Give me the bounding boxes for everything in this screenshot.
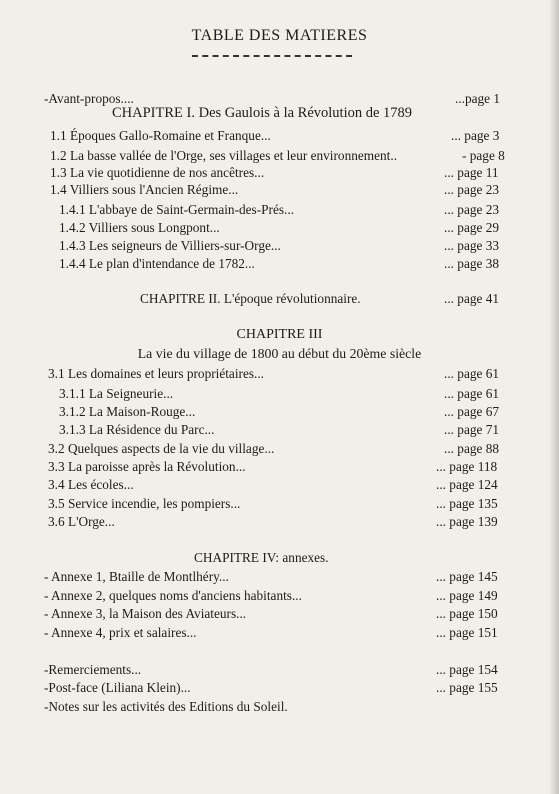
- toc-entry: [0, 254, 559, 274]
- toc-entry-label: 3.1 Les domaines et leurs propriétaires...: [48, 366, 265, 381]
- toc-entry: [0, 475, 559, 495]
- toc-entry-page: ...page 1: [455, 91, 501, 106]
- toc-entry-label: - Annexe 1, Btaille de Montlhéry...: [44, 569, 229, 584]
- toc-entry: [0, 660, 559, 680]
- toc-entry-page: ... page 139: [436, 514, 498, 529]
- toc-entry: [0, 586, 559, 606]
- toc-entry-page: ... page 3: [451, 128, 500, 143]
- toc-entry-label: 1.2 La basse vallée de l'Orge, ses villages et leur environnement..: [50, 148, 398, 163]
- toc-entry: [0, 420, 559, 440]
- toc-entry-page: ... page 149: [436, 588, 498, 603]
- page-title: TABLE DES MATIERES: [191, 27, 368, 44]
- toc-entry-label: 1.4.1 L'abbaye de Saint-Germain-des-Prés...: [59, 202, 295, 217]
- toc-entry: [0, 697, 559, 717]
- toc-entry: [0, 384, 559, 404]
- toc-entry-page: ... page 145: [436, 569, 498, 584]
- toc-entry-page: ... page 135: [436, 496, 498, 511]
- toc-entry: [0, 457, 559, 477]
- toc-entry-label: 3.1.2 La Maison-Rouge...: [59, 404, 196, 419]
- toc-entry-label: 1.4.4 Le plan d'intendance de 1782...: [59, 256, 255, 271]
- chapter-heading-label: CHAPITRE IV: annexes.: [194, 550, 329, 565]
- toc-entry: [0, 218, 559, 238]
- toc-entry-label: 1.3 La vie quotidienne de nos ancêtres...: [50, 165, 265, 180]
- toc-entry-page: ... page 23: [444, 202, 500, 217]
- toc-entry: [0, 512, 559, 532]
- toc-entry-page: ... page 61: [444, 366, 500, 381]
- toc-entry: [0, 126, 559, 146]
- toc-entry-page: ... page 71: [444, 422, 500, 437]
- toc-entry-label: 1.4 Villiers sous l'Ancien Régime...: [50, 182, 239, 197]
- toc-entry: [0, 200, 559, 220]
- toc-entry: [0, 364, 559, 384]
- toc-entry-label: 3.1.1 La Seigneurie...: [59, 386, 174, 401]
- toc-entry: [0, 439, 559, 459]
- toc-entry-label: 3.4 Les écoles...: [48, 477, 134, 492]
- toc-entry-page: - page 8: [462, 148, 505, 163]
- chapter-heading: [0, 289, 559, 309]
- toc-entry: [0, 236, 559, 256]
- toc-entry-page: ... page 11: [444, 165, 499, 180]
- toc-entry-page: ... page 154: [436, 662, 498, 677]
- chapter-subtitle: La vie du village de 1800 au début du 20ème siècle: [137, 346, 422, 361]
- toc-entry: [0, 494, 559, 514]
- chapter-heading: [0, 548, 559, 568]
- toc-entry-label: 1.1 Époques Gallo-Romaine et Franque...: [50, 128, 271, 143]
- toc-entry-page: ... page 23: [444, 182, 500, 197]
- toc-entry-page: ... page 118: [436, 459, 498, 474]
- toc-entry-page: ... page 38: [444, 256, 500, 271]
- toc-entry-page: ... page 67: [444, 404, 500, 419]
- toc-entry-label: -Notes sur les activités des Editions du Soleil.: [44, 699, 288, 714]
- toc-entry-label: 3.2 Quelques aspects de la vie du village...: [48, 441, 275, 456]
- toc-entry: [0, 604, 559, 624]
- chapter-heading: CHAPITRE III: [236, 327, 323, 342]
- toc-entry: [0, 567, 559, 587]
- toc-entry-label: 1.4.2 Villiers sous Longpont...: [59, 220, 220, 235]
- toc-entry-label: - Annexe 2, quelques noms d'anciens habitants...: [44, 588, 302, 603]
- toc-entry-page: ... page 151: [436, 625, 498, 640]
- toc-entry-label: 3.5 Service incendie, les pompiers...: [48, 496, 241, 511]
- toc-entry: [0, 402, 559, 422]
- toc-entry-label: 3.3 La paroisse après la Révolution...: [48, 459, 246, 474]
- toc-entry-label: -Remerciements...: [44, 662, 142, 677]
- toc-entry-page: ... page 124: [436, 477, 498, 492]
- toc-entry-label: -Post-face (Liliana Klein)...: [44, 680, 191, 695]
- toc-entry-label: 3.1.3 La Résidence du Parc...: [59, 422, 215, 437]
- toc-entry-label: - Annexe 3, la Maison des Aviateurs...: [44, 606, 247, 621]
- title-underline: [192, 55, 352, 57]
- chapter-heading: [0, 103, 559, 123]
- toc-entry-page: ... page 41: [444, 291, 500, 306]
- toc-entry-page: ... page 29: [444, 220, 500, 235]
- chapter-heading-label: CHAPITRE I. Des Gaulois à la Révolution de 1789: [112, 105, 413, 121]
- toc-entry: [0, 623, 559, 643]
- toc-entry-label: -Avant-propos....: [44, 91, 134, 106]
- toc-entry-page: ... page 150: [436, 606, 498, 621]
- toc-entry: [0, 180, 559, 200]
- chapter-heading-label: CHAPITRE II. L'époque révolutionnaire.: [140, 291, 361, 306]
- toc-entry-page: ... page 88: [444, 441, 500, 456]
- toc-entry-label: 3.6 L'Orge...: [48, 514, 115, 529]
- toc-entry-label: - Annexe 4, prix et salaires...: [44, 625, 197, 640]
- toc-entry: [0, 678, 559, 698]
- toc-entry-page: ... page 155: [436, 680, 498, 695]
- toc-entry-page: ... page 33: [444, 238, 500, 253]
- toc-entry-label: 1.4.3 Les seigneurs de Villiers-sur-Orge...: [59, 238, 281, 253]
- toc-entry-page: ... page 61: [444, 386, 500, 401]
